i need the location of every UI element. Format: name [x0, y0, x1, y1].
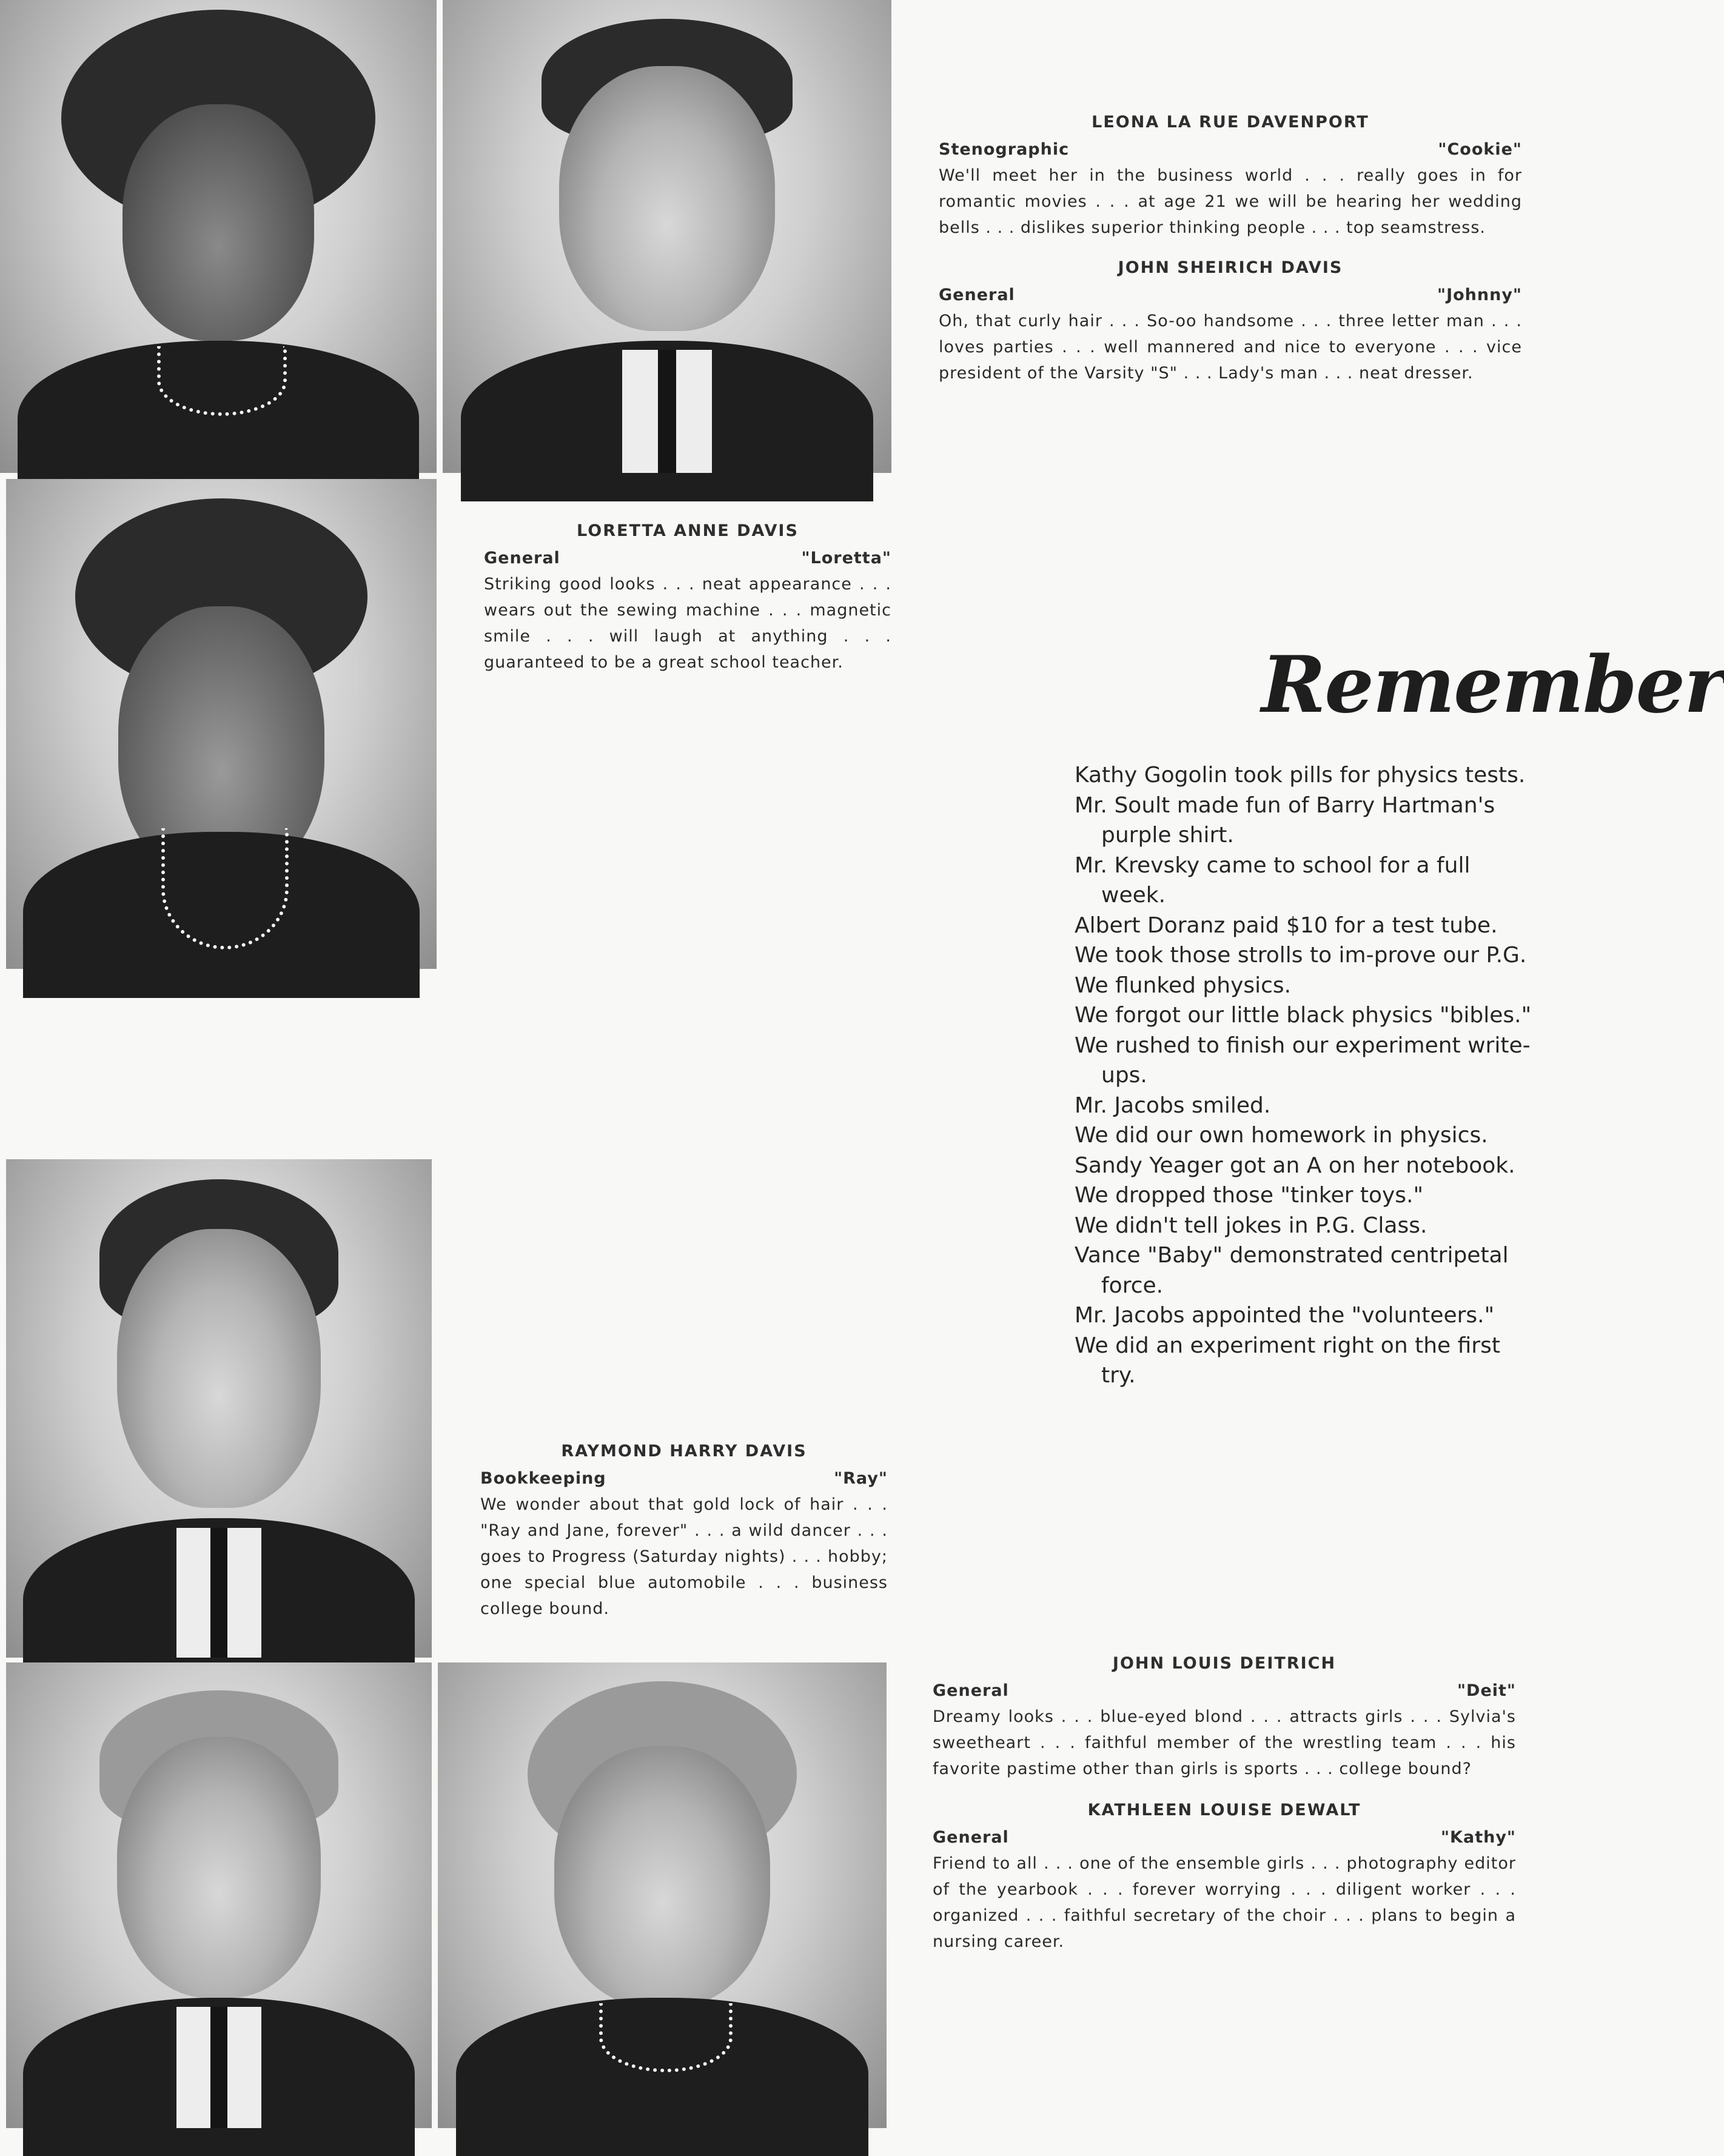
student-name: RAYMOND HARRY DAVIS	[561, 1442, 807, 1461]
bio-leona-davenport	[939, 109, 1522, 241]
course-label: Bookkeeping	[480, 1469, 606, 1488]
remember-item: Kathy Gogolin took pills for physics tests.	[1075, 763, 1526, 788]
bio-loretta-davis	[484, 518, 891, 675]
bio-raymond-davis	[480, 1438, 888, 1622]
student-description: We'll meet her in the business world . . . really goes in for romantic movies . . . at age 21 we will be hearing her wedding bells . . . dislikes superior thinking people . . . top seamstress.	[939, 166, 1522, 237]
student-description: We wonder about that gold lock of hair . . . "Ray and Jane, forever" . . . a wild dancer . . . goes to Progress (Saturday nights) . . . hobby; one special blue automobile . . . business college bound.	[480, 1495, 888, 1618]
remember-item: We dropped those "tinker toys."	[1075, 1183, 1424, 1208]
student-description: Striking good looks . . . neat appearance . . . wears out the sewing machine . . . magnetic smile . . . will laugh at anything . . . guaranteed to be a great school teacher.	[484, 575, 891, 672]
course-row	[933, 1824, 1516, 1850]
remember-item: We rushed to finish our experiment write-ups.	[1075, 1033, 1531, 1088]
course-label: General	[933, 1681, 1009, 1700]
remember-item: Vance "Baby" demonstrated centripetal force.	[1075, 1243, 1509, 1298]
course-row	[480, 1465, 888, 1491]
portrait-john-deitrich	[6, 1662, 432, 2128]
student-description: Dreamy looks . . . blue-eyed blond . . . attracts girls . . . Sylvia's sweetheart . . . faithful member of the wrestling team . . . his favorite pastime other than girls is sports . . . college bound?	[933, 1707, 1516, 1778]
bio-john-sheirich-davis	[939, 255, 1522, 386]
portrait-loretta-davis	[6, 479, 437, 969]
remember-item: Mr. Soult made fun of Barry Hartman's purple shirt.	[1075, 792, 1495, 848]
remember-item: Mr. Jacobs appointed the "volunteers."	[1075, 1303, 1495, 1328]
student-name: JOHN SHEIRICH DAVIS	[1118, 258, 1343, 277]
bio-john-deitrich	[933, 1650, 1516, 1782]
nickname-label: "Ray"	[834, 1469, 888, 1488]
student-name: KATHLEEN LOUISE DEWALT	[1087, 1801, 1361, 1820]
student-name: LEONA LA RUE DAVENPORT	[1092, 113, 1369, 132]
remember-item: We flunked physics.	[1075, 973, 1292, 998]
student-description: Oh, that curly hair . . . So-oo handsome . . . three letter man . . . loves parties . . . well mannered and nice to everyone . . . vice president of the Varsity "S" . . . Lady's man . . . neat dresser.	[939, 312, 1522, 383]
nickname-label: "Kathy"	[1440, 1828, 1516, 1847]
course-label: Stenographic	[939, 140, 1070, 159]
course-row	[939, 282, 1522, 308]
remember-item: Sandy Yeager got an A on her notebook.	[1075, 1153, 1515, 1178]
course-row	[933, 1678, 1516, 1704]
course-label: General	[939, 286, 1015, 304]
student-name: LORETTA ANNE DAVIS	[577, 521, 799, 540]
remember-title: Remember	[1261, 640, 1724, 731]
remember-item: We took those strolls to im-prove our P.G.	[1075, 943, 1527, 968]
nickname-label: "Cookie"	[1438, 140, 1522, 159]
remember-list	[1075, 760, 1535, 1391]
remember-item: We forgot our little black physics "bibles."	[1075, 1003, 1532, 1028]
portrait-raymond-davis	[6, 1159, 432, 1658]
student-description: Friend to all . . . one of the ensemble girls . . . photography editor of the yearbook . . . forever worrying . . . diligent worker . . . organized . . . faithful secretary of the choir . . . plans to begin a nursing career.	[933, 1854, 1516, 1951]
portrait-leona-davenport	[0, 0, 437, 473]
course-row	[484, 545, 891, 571]
portrait-kathleen-dewalt	[438, 1662, 887, 2128]
remember-item: We did an experiment right on the first try.	[1075, 1333, 1500, 1388]
bio-kathleen-dewalt	[933, 1797, 1516, 1955]
course-row	[939, 136, 1522, 162]
student-name: JOHN LOUIS DEITRICH	[1112, 1654, 1337, 1673]
remember-item: Mr. Krevsky came to school for a full week.	[1075, 852, 1471, 908]
portrait-john-sheirich-davis	[443, 0, 891, 473]
nickname-label: "Loretta"	[801, 549, 891, 567]
nickname-label: "Deit"	[1457, 1681, 1516, 1700]
course-label: General	[484, 549, 560, 567]
nickname-label: "Johnny"	[1437, 286, 1522, 304]
remember-item: We didn't tell jokes in P.G. Class.	[1075, 1213, 1427, 1238]
remember-item: We did our own homework in physics.	[1075, 1123, 1488, 1148]
remember-item: Mr. Jacobs smiled.	[1075, 1093, 1271, 1118]
remember-item: Albert Doranz paid $10 for a test tube.	[1075, 912, 1498, 938]
course-label: General	[933, 1828, 1009, 1847]
